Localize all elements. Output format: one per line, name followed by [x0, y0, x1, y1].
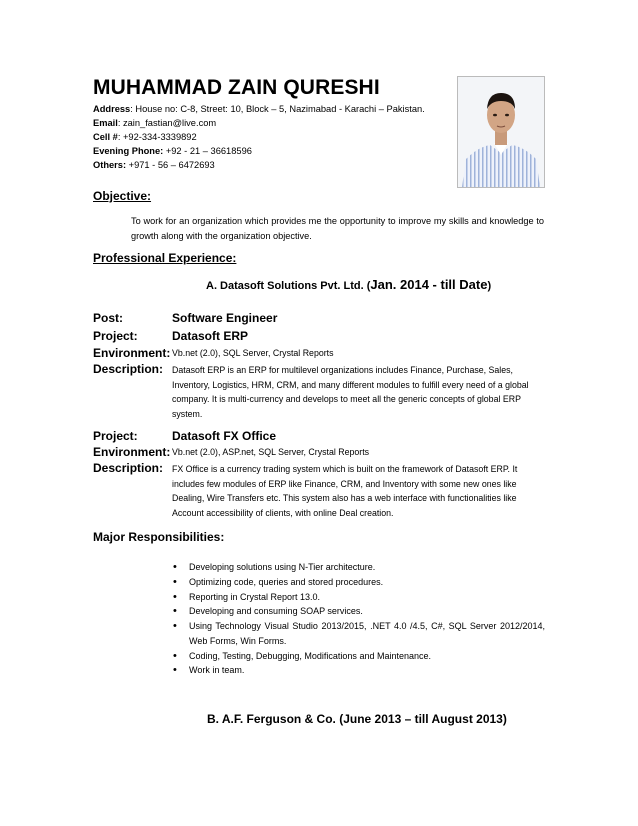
profile-photo — [457, 76, 545, 188]
project-name: Datasoft ERP — [172, 329, 249, 343]
list-item: • Developing and consuming SOAP services. — [173, 604, 545, 619]
description-label: Description: — [93, 461, 164, 475]
project-label: Project: — [93, 329, 138, 343]
list-item: • Reporting in Crystal Report 13.0. — [173, 590, 545, 605]
company-b-heading: B. A.F. Ferguson & Co. (June 2013 – till August 2013) — [207, 712, 507, 726]
list-item: • Work in team. — [173, 663, 545, 678]
description-text: FX Office is a currency trading system which is built on the framework of Datasoft ERP. It includes few modules of ERP like Finance, CRM, and Inventory with some new ones like Dealing, Wire Transfers etc. This system also has a web interface with functionalities like Account accessibility of clients, with online Deal creation. — [172, 464, 518, 518]
environment-label: Environment: — [93, 445, 171, 459]
list-item: • Using Technology Visual Studio 2013/2015, .NET 4.0 /4.5, C#, SQL Server 2012/2014, Web Forms, Win Forms. — [173, 619, 545, 648]
company-a-heading: A. Datasoft Solutions Pvt. Ltd. (Jan. 2014 - till Date) — [206, 277, 492, 292]
description-label: Description: — [93, 362, 164, 376]
project-name: Datasoft FX Office — [172, 429, 277, 443]
list-item: • Coding, Testing, Debugging, Modifications and Maintenance. — [173, 649, 545, 664]
contact-others: Others: +971 - 56 – 6472693 — [93, 160, 215, 170]
contact-evening-phone: Evening Phone: +92 - 21 – 36618596 — [93, 146, 252, 156]
profile-photo-illustration — [458, 77, 544, 187]
list-item: • Developing solutions using N-Tier architecture. — [173, 560, 545, 575]
contact-cell: Cell #: +92-334-3339892 — [93, 132, 197, 142]
environment-label: Environment: — [93, 346, 171, 360]
post-value: Software Engineer — [172, 311, 278, 325]
description-text: Datasoft ERP is an ERP for multilevel organizations includes Finance, Purchase, Sales, Inventory, Logistics, HRM, CRM, and many different modules to fulfill every need of a global company. It is multi-currency and develops to meet all the generic concepts of global ERP system. — [172, 365, 529, 419]
contact-address: Address: House no: C-8, Street: 10, Block – 5, Nazimabad - Karachi – Pakistan. — [93, 104, 425, 114]
responsibilities-heading: Major Responsibilities: — [93, 530, 225, 544]
list-item: • Optimizing code, queries and stored procedures. — [173, 575, 545, 590]
project-label: Project: — [93, 429, 138, 443]
contact-email: Email: zain_fastian@live.com — [93, 118, 217, 128]
objective-heading: Objective: — [93, 189, 152, 203]
experience-heading: Professional Experience: — [93, 251, 237, 265]
objective-text: To work for an organization which provides me the opportunity to improve my skills and knowledge to growth along with the organization objective. — [131, 216, 544, 241]
post-label: Post: — [93, 311, 123, 325]
responsibilities-list — [173, 560, 545, 678]
environment-value: Vb.net (2.0), SQL Server, Crystal Reports — [172, 348, 334, 358]
environment-value: Vb.net (2.0), ASP.net, SQL Server, Crystal Reports — [172, 447, 370, 457]
candidate-name: MUHAMMAD ZAIN QURESHI — [93, 76, 380, 99]
